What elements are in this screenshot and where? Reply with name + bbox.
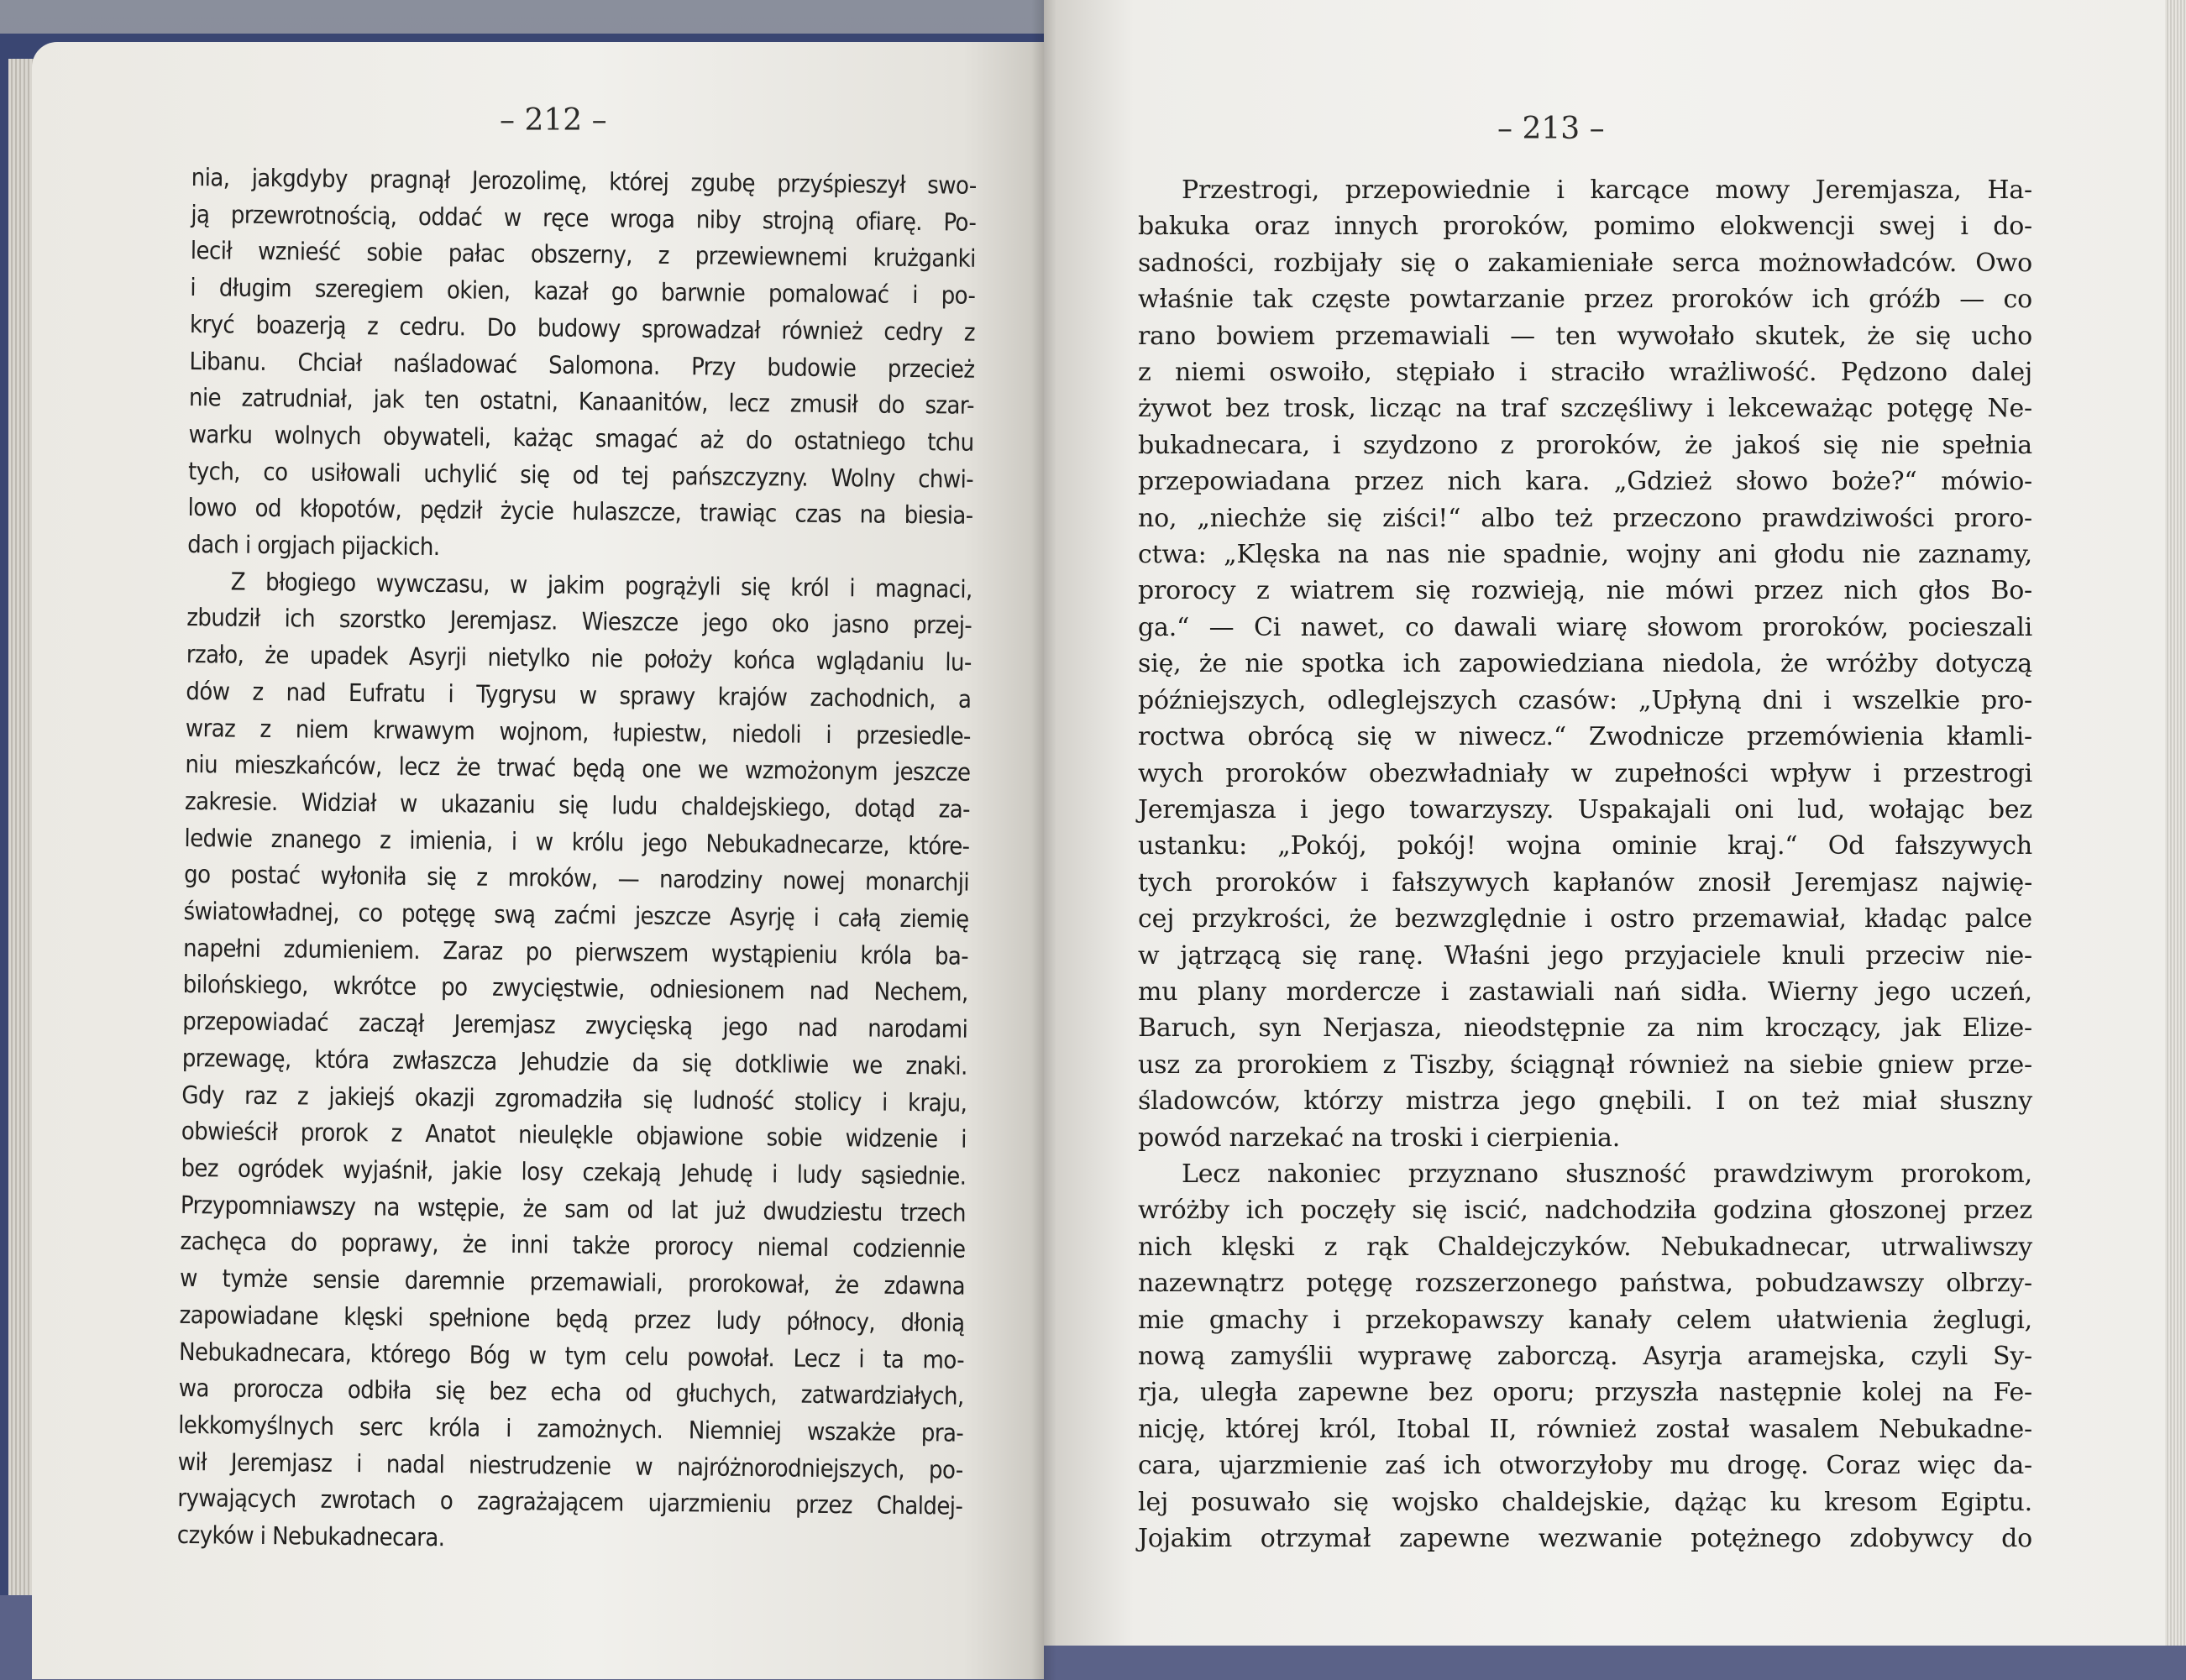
right-page-text xyxy=(1138,172,2032,1557)
text-line: nicję, której król, Itobal II, również został wasalem Nebukadne- xyxy=(1138,1414,2032,1444)
text-line: wił Jeremjasz i nadal niestrudzenie w najróżnorodniejszych, po- xyxy=(177,1447,963,1484)
text-line: lej posuwało się wojsko chaldejskie, dążąc ku kresom Egiptu. xyxy=(1138,1487,2032,1517)
text-line: właśnie tak częste powtarzanie przez proroków ich gróźb — co xyxy=(1138,285,2032,315)
text-line: i długim szeregiem okien, kazał go barwnie pomalować i po- xyxy=(190,273,976,310)
text-line: mie gmachy i przekopawszy kanały celem ułatwienia żeglugi, xyxy=(1138,1305,2032,1335)
text-line: wraz z niem krwawym wojnom, łupiestw, niedoli i przesiedle- xyxy=(185,713,972,751)
text-line: przewagę, która zwłaszcza Jehudzie da się dotkliwie we znaki. xyxy=(181,1043,967,1081)
right-page-stack-edge xyxy=(2165,0,2186,1646)
text-line: roctwa obrócą się w niwecz.“ Zwodnicze przemówienia kłamli- xyxy=(1138,722,2032,752)
text-line: śladowców, którzy mistrza jego gnębili. I on też miał słuszny xyxy=(1138,1086,2032,1117)
text-line: późniejszych, odleglejszych czasów: „Upłyną dni i wszelkie pro- xyxy=(1138,685,2032,715)
text-line: Libanu. Chciał naśladować Salomona. Przy budowie przecież xyxy=(189,346,975,384)
text-line: prorocy z wiatrem się rozwieją, nie mówi przez nich głos Bo- xyxy=(1138,576,2032,606)
text-line: niu mieszkańców, lecz że trwać będą one we wzmożonym jeszcze xyxy=(185,750,971,788)
text-line: przepowiadana przez nich kara. „Gdzież słowo boże?“ mówio- xyxy=(1138,467,2032,497)
text-line: nich klęski z rąk Chaldejczyków. Nebukadnecar, utrwaliwszy xyxy=(1138,1232,2032,1262)
text-line: powód narzekać na troski i cierpienia. xyxy=(1138,1123,1621,1153)
text-line: zachęca do poprawy, że inni także prorocy niemal codziennie xyxy=(180,1227,966,1264)
text-line: lowo od kłopotów, pędził życie hulaszcze, trawiąc czas na biesia- xyxy=(187,493,973,531)
text-line: w tymże sensie daremnie przemawiali, prorokował, że zdawna xyxy=(179,1264,966,1301)
right-page-number: – 213 – xyxy=(1497,112,1605,146)
text-line: Nebukadnecara, którego Bóg w tym celu powołał. Lecz i ta mo- xyxy=(178,1337,965,1374)
text-line: bukadnecara, i szydzono z proroków, że jakoś się nie spełnia xyxy=(1138,430,2032,460)
text-line: żywot bez trosk, licząc na traf szczęśliwy i lekceważąc potęgę Ne- xyxy=(1138,394,2032,424)
text-line: ctwa: „Klęska na nas nie spadnie, wojny ani głodu nie zaznamy, xyxy=(1138,540,2032,570)
text-line: ustanku: „Pokój, pokój! wojna ominie kraj.“ Od fałszywych xyxy=(1138,831,2032,861)
text-line: rano bowiem przemawiali — ten wywołało skutek, że się ucho xyxy=(1138,321,2032,351)
text-line: lekkomyślnych serc króla i zamożnych. Niemniej wszakże pra- xyxy=(178,1410,964,1447)
text-line: Przestrogi, przepowiednie i karcące mowy Jeremjasza, Ha- xyxy=(1182,175,2032,205)
text-line: usz za prorokiem z Tiszby, ściągnął również na siebie gniew prze- xyxy=(1138,1049,2032,1080)
text-line: z niemi oswoiło, stępiało i straciło wrażliwość. Pędzono dalej xyxy=(1138,358,2032,388)
text-line: dów z nad Eufratu i Tygrysu w sprawy krajów zachodnich, a xyxy=(186,676,972,714)
text-line: czyków i Nebukadnecara. xyxy=(176,1520,445,1552)
text-line: się, że nie spotka ich zapowiedziana niedola, że wróżby dotyczą xyxy=(1138,649,2032,679)
text-line: wych proroków obezwładniały w zupełności wpływ i przestrogi xyxy=(1138,758,2032,788)
text-line: zapowiadane klęski spełnione będą przez ludy północy, dłonią xyxy=(179,1300,965,1337)
text-line: nową zamyślii wyprawę zaborczą. Asyrja aramejska, czyli Sy- xyxy=(1138,1342,2032,1371)
text-line: tych proroków i fałszywych kapłanów znosił Jeremjasz najwię- xyxy=(1138,867,2032,898)
text-line: mu plany mordercze i zastawiali nań sidła. Wierny jego uczeń, xyxy=(1138,976,2032,1007)
text-line: dach i orgjach pijackich. xyxy=(187,530,440,562)
text-line: ją przewrotnością, oddać w ręce wroga niby strojną ofiarę. Po- xyxy=(191,199,977,237)
text-line: rja, uległa zapewne bez oporu; przyszła następnie kolej na Fe- xyxy=(1138,1378,2032,1408)
text-line: nazewnątrz potęgę rozszerzonego państwa, pobudzawszy olbrzy- xyxy=(1138,1269,2032,1299)
text-line: Lecz nakoniec przyznano słuszność prawdziwym prorokom, xyxy=(1182,1159,2032,1189)
text-line: lecił wznieść sobie pałac obszerny, z przewiewnemi krużganki xyxy=(190,236,976,274)
text-line: Gdy raz z jakiejś okazji zgromadziła się ludność stolicy i kraju, xyxy=(181,1080,967,1117)
text-line: Przypomniawszy na wstępie, że sam od lat już dwudziestu trzech xyxy=(180,1190,967,1227)
text-line: napełni zdumieniem. Zaraz po pierwszem wystąpieniu króla ba- xyxy=(182,933,969,971)
text-line: bilońskiego, wkrótce po zwycięstwie, odniesionem nad Nechem, xyxy=(182,970,968,1007)
text-line: bez ogródek wyjaśnił, jakie losy czekają Jehudę i ludy sąsiednie. xyxy=(181,1153,967,1191)
text-line: sadności, rozbijały się o zakamieniałe serca możnowładców. Owo xyxy=(1138,248,2032,278)
text-line: nia, jakgdyby pragnął Jerozolimę, której zgubę przyśpieszył swo- xyxy=(191,162,977,200)
text-line: ledwie znanego z imienia, i w królu jego Nebukadnecarze, które- xyxy=(184,823,970,861)
text-line: cej przykrości, że bezwzględnie i ostro przemawiał, kładąc palce xyxy=(1138,904,2032,934)
text-line: cara, ujarzmienie zaś ich otworzyłoby mu drogę. Coraz więc da- xyxy=(1138,1451,2032,1481)
text-line: Z błogiego wywczasu, w jakim pogrążyli się król i magnaci, xyxy=(230,567,972,604)
text-line: światowładnej, co potęgę swą zaćmi jeszcze Asyrję i całą ziemię xyxy=(183,897,969,934)
text-line: zakresie. Widział w ukazaniu się ludu chaldejskiego, dotąd za- xyxy=(184,786,971,824)
text-line: ga.“ — Ci nawet, co dawali wiarę słowom proroków, pocieszali xyxy=(1138,612,2032,642)
text-line: nie zatrudniał, jak ten ostatni, Kanaanitów, lecz zmusił do szar- xyxy=(188,383,975,420)
text-line: Baruch, syn Nerjasza, nieodstępnie za nim kroczący, jak Elize- xyxy=(1138,1013,2032,1044)
text-line: no, „niechże się ziści!“ albo też przeczono prawdziwości proro- xyxy=(1138,503,2032,533)
left-page-number: – 212 – xyxy=(500,103,607,138)
left-page-text xyxy=(177,160,977,1562)
book-gutter xyxy=(1031,0,1056,1680)
text-line: zbudził ich szorstko Jeremjasz. Wieszcze jego oko jasno przej- xyxy=(186,603,972,641)
text-line: rywających zwrotach o zagrażającem ujarzmieniu przez Chaldej- xyxy=(177,1484,963,1521)
text-line: warku wolnych obywateli, każąc smagać aż do ostatniego tchu xyxy=(188,419,974,457)
text-line: Jeremjasza i jego towarzyszy. Uspakajali oni lud, wołając bez xyxy=(1138,794,2032,824)
text-line: w jątrzącą się ranę. Właśni jego przyjaciele knuli przeciw nie- xyxy=(1138,940,2032,971)
text-line: przepowiadać zaczął Jeremjasz zwycięską jego nad narodami xyxy=(182,1007,968,1044)
text-line: kryć boazerją z cedru. Do budowy sprowadzał również cedry z xyxy=(189,309,976,347)
text-line: wa proroczа odbiła się bez echa od głuchych, zatwardziałych, xyxy=(178,1374,964,1410)
text-line: tych, co usiłowali uchylić się od tej pańszczyzny. Wolny chwi- xyxy=(187,456,974,494)
text-line: go postać wyłoniła się z mroków, — narodziny nowej monarchji xyxy=(183,860,970,898)
text-line: bakuka oraz innych proroków, pomimo elokwencji swej i do- xyxy=(1138,212,2032,242)
text-line: obwieścił prorok z Anatot nieulękle objawione sobie widzenie i xyxy=(181,1117,967,1154)
text-line: Jojakim otrzymał zapewne wezwanie potężnego zdobywcy do xyxy=(1138,1524,2032,1554)
text-line: rzało, że upadek Asyrji nietylko nie położy końca wglądaniu lu- xyxy=(186,640,972,677)
text-line: wróżby ich poczęły się iscić, nadchodziła godzina głoszonej przez xyxy=(1138,1196,2032,1226)
